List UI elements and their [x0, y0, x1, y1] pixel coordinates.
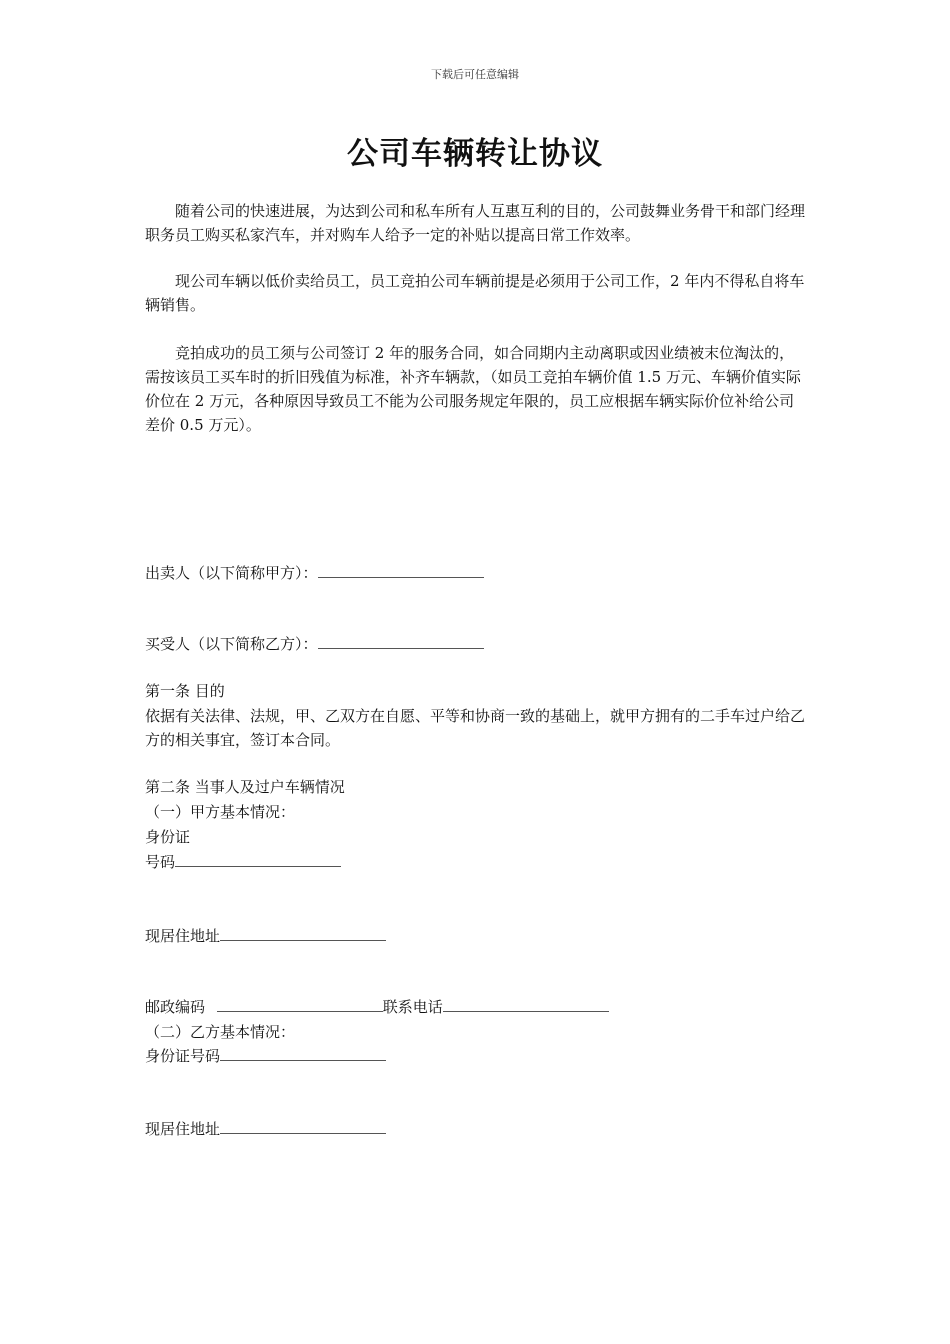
- buyer-label: 买受人（以下简称乙方）：: [145, 635, 318, 653]
- party-a-id-line: [145, 850, 807, 874]
- phone-label: 联系电话: [382, 998, 443, 1016]
- party-a-address-label: 现居住地址: [145, 927, 221, 945]
- party-a-contact-line: [145, 995, 807, 1019]
- page-header-note: 下载后可任意编辑: [431, 68, 519, 81]
- party-b-id-label: 身份证号码: [145, 1047, 221, 1065]
- postcode-label: 邮政编码: [145, 998, 210, 1016]
- party-b-id-line: [145, 1044, 807, 1068]
- party-b-heading: （二）乙方基本情况：: [145, 1023, 296, 1041]
- postcode-blank[interactable]: [217, 997, 383, 1012]
- article2-heading: 第二条 当事人及过户车辆情况: [145, 778, 345, 796]
- party-a-id-number-label: 号码: [145, 853, 176, 871]
- paragraph-sale-condition: 现公司车辆以低价卖给员工，员工竞拍公司车辆前提是必须用于公司工作，2 年内不得私自将车辆销售。: [145, 272, 805, 314]
- document-title: 公司车辆转让协议: [347, 136, 603, 172]
- party-a-address-line: [145, 924, 807, 948]
- party-b-address-line: [145, 1117, 807, 1141]
- party-b-address-blank[interactable]: [220, 1119, 386, 1134]
- party-a-id-label: 身份证: [145, 828, 191, 846]
- buyer-blank[interactable]: [318, 634, 484, 649]
- paragraph-intro: 随着公司的快速进展，为达到公司和私车所有人互惠互利的目的，公司鼓舞业务骨干和部门经理职务员工购买私家汽车，并对购车人给予一定的补贴以提高日常工作效率。: [145, 202, 806, 244]
- seller-blank[interactable]: [318, 563, 484, 578]
- seller-label: 出卖人（以下简称甲方）：: [145, 564, 318, 582]
- party-b-address-label: 现居住地址: [145, 1120, 221, 1138]
- phone-blank[interactable]: [443, 997, 609, 1012]
- party-b-id-blank[interactable]: [220, 1046, 386, 1061]
- article1-heading: 第一条 目的: [145, 682, 225, 700]
- party-a-heading: （一）甲方基本情况：: [145, 803, 296, 821]
- party-a-id-blank[interactable]: [175, 852, 341, 867]
- party-a-address-blank[interactable]: [220, 926, 386, 941]
- buyer-line: [145, 632, 807, 656]
- seller-line: [145, 561, 807, 585]
- paragraph-service-contract: 竞拍成功的员工须与公司签订 2 年的服务合同，如合同期内主动离职或因业绩被末位淘汰的，需按该员工买车时的折旧残值为标准，补齐车辆款，（如员工竞拍车辆价值 1.5 万元、车辆价值实际价位在 2 万元，各种原因导致员工不能为公司服务规定年限的，员工应根据车辆实际价位补给公司差价 0.5 万元）。: [145, 344, 801, 434]
- article1-text: 依据有关法律、法规，甲、乙双方在自愿、平等和协商一致的基础上，就甲方拥有的二手车过户给乙方的相关事宜，签订本合同。: [145, 707, 806, 749]
